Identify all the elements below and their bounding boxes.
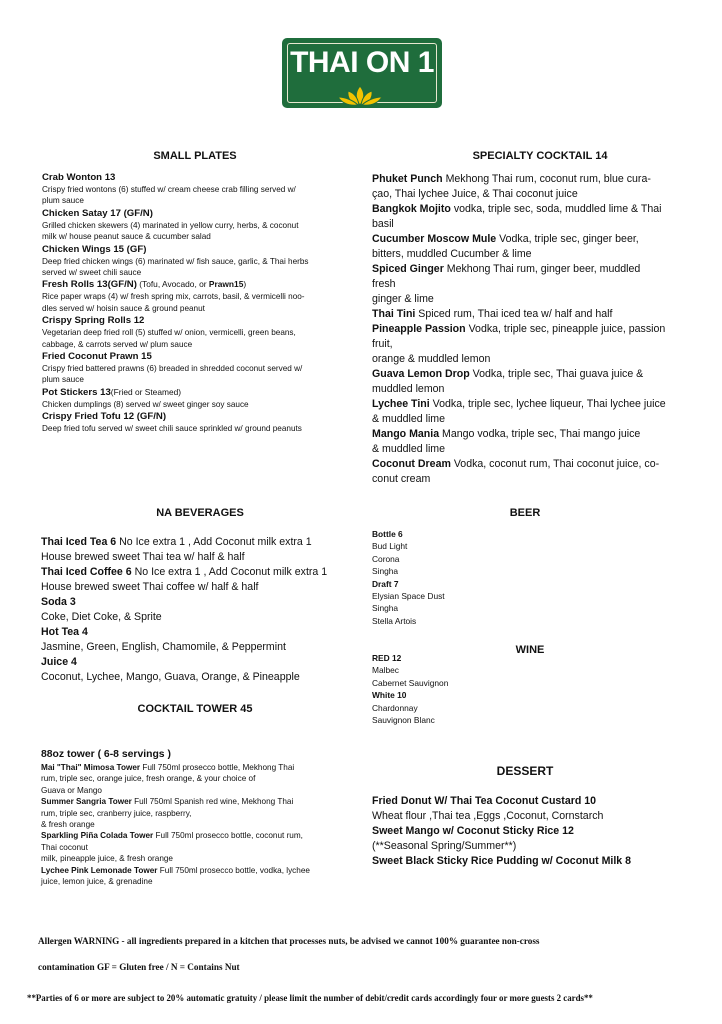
menu-line bbox=[372, 337, 692, 352]
menu-line bbox=[41, 670, 351, 685]
na-beverages-list bbox=[41, 535, 351, 685]
item-name: Chicken Satay 17 (GF/N) bbox=[42, 207, 153, 219]
dessert-title: DESSERT bbox=[496, 764, 554, 778]
item-name: Sweet Black Sticky Rice Pudding w/ Coconut Milk 8 bbox=[372, 855, 632, 867]
menu-item-name bbox=[42, 386, 352, 399]
menu-line bbox=[41, 819, 361, 830]
menu-line bbox=[372, 794, 702, 809]
item-description: Deep fried tofu served w/ sweet chili sauce sprinkled w/ ground peanuts bbox=[42, 424, 302, 434]
item-text: Spiced rum, Thai iced tea w/ half and half bbox=[415, 308, 613, 320]
item-description: Chicken dumplings (8) served w/ sweet ginger soy sauce bbox=[42, 399, 249, 409]
item-text: juice, lemon juice, & grenadine bbox=[41, 877, 153, 887]
menu-line bbox=[372, 664, 572, 676]
item-text: Vodka, triple sec, pineapple juice, passion bbox=[465, 323, 666, 335]
menu-line bbox=[372, 615, 572, 627]
menu-line bbox=[41, 830, 361, 841]
beer-title: BEER bbox=[509, 507, 541, 519]
item-name: Fried Coconut Prawn 15 bbox=[42, 351, 152, 363]
menu-line bbox=[41, 565, 351, 580]
item-text: orange & muddled lemon bbox=[372, 353, 491, 365]
item-name: White 10 bbox=[372, 690, 407, 701]
item-text: Cabernet Sauvignon bbox=[372, 677, 449, 688]
menu-line bbox=[372, 590, 572, 602]
menu-line bbox=[372, 652, 572, 664]
menu-item-name bbox=[42, 350, 352, 363]
item-text: Full 750ml prosecco bottle, Mekhong Thai bbox=[140, 763, 295, 772]
item-text: Mekhong Thai rum, coconut rum, blue cura- bbox=[442, 173, 651, 185]
item-text: Vodka, triple sec, lychee liqueur, Thai lychee juice bbox=[429, 398, 666, 410]
item-name: RED 12 bbox=[372, 653, 402, 663]
item-text: (**Seasonal Spring/Summer**) bbox=[372, 840, 517, 852]
menu-line bbox=[372, 397, 692, 412]
menu-line bbox=[372, 824, 702, 839]
item-description: Vegetarian deep fried roll (5) stuffed w/ onion, vermicelli, green beans, bbox=[42, 328, 296, 338]
item-name-extra: (Tofu, Avocado, or bbox=[136, 279, 209, 290]
menu-line bbox=[372, 472, 692, 487]
item-text: Chardonnay bbox=[372, 702, 418, 713]
item-description: served w/ sweet chili sauce bbox=[42, 268, 142, 278]
item-name: Sparkling Piña Colada Tower bbox=[41, 831, 154, 841]
item-name: Mango Mania bbox=[372, 428, 440, 440]
item-name: Juice 4 bbox=[41, 656, 77, 668]
cocktail-tower-title: COCKTAIL TOWER 45 bbox=[137, 703, 253, 715]
item-description: Rice paper wraps (4) w/ fresh spring mix, carrots, basil, & vermicelli noo- bbox=[42, 292, 305, 302]
item-text: Full 750ml Spanish red wine, Mekhong Thai bbox=[131, 797, 294, 807]
item-description: Crispy fried wontons (6) stuffed w/ cream cheese crab filling served w/ bbox=[42, 185, 296, 194]
item-description: plum sauce bbox=[42, 196, 84, 206]
specialty-cocktail-title: SPECIALTY COCKTAIL 14 bbox=[472, 150, 608, 162]
item-text: rum, triple sec, orange juice, fresh orange, & your choice of bbox=[41, 774, 256, 784]
item-text: Jasmine, Green, English, Chamomile, & Peppermint bbox=[41, 641, 286, 653]
menu-line bbox=[372, 427, 692, 442]
menu-line bbox=[372, 187, 692, 202]
menu-line bbox=[372, 540, 572, 552]
item-text: Stella Artois bbox=[372, 615, 417, 626]
menu-line bbox=[372, 382, 692, 397]
menu-line bbox=[372, 367, 692, 382]
item-text: Vodka, triple sec, Thai guava juice & bbox=[469, 368, 644, 380]
item-description: Crispy fried battered prawns (6) breaded in shredded coconut served w/ bbox=[42, 364, 303, 374]
menu-line bbox=[41, 640, 351, 655]
wine-list bbox=[372, 652, 572, 726]
menu-line bbox=[372, 292, 692, 307]
item-text: ginger & lime bbox=[372, 293, 434, 305]
item-text: muddled lemon bbox=[372, 383, 445, 395]
menu-line bbox=[41, 785, 361, 796]
menu-line bbox=[41, 762, 361, 773]
menu-line bbox=[372, 702, 572, 714]
item-name: Crispy Fried Tofu 12 (GF/N) bbox=[42, 411, 167, 423]
item-text: Thai coconut bbox=[41, 842, 88, 852]
menu-line bbox=[41, 865, 361, 876]
menu-line bbox=[372, 565, 572, 577]
item-description: plum sauce bbox=[42, 375, 84, 385]
item-description: milk w/ house peanut sauce & cucumber salad bbox=[42, 232, 211, 242]
menu-line bbox=[372, 232, 692, 247]
item-text: çao, Thai lychee Juice, & Thai coconut juice bbox=[372, 188, 578, 200]
item-text: Mekhong Thai rum, ginger beer, muddled bbox=[443, 263, 641, 275]
item-text: milk, pineapple juice, & fresh orange bbox=[41, 854, 173, 864]
item-text: Guava or Mango bbox=[41, 785, 102, 795]
item-text: Mango vodka, triple sec, Thai mango juice bbox=[439, 428, 641, 440]
item-name: Pot Stickers 13 bbox=[42, 386, 111, 398]
item-text: Singha bbox=[372, 566, 399, 577]
item-name: Thai Tini bbox=[372, 308, 416, 320]
menu-line bbox=[41, 808, 361, 819]
item-text: & fresh orange bbox=[41, 820, 95, 830]
menu-line bbox=[372, 442, 692, 457]
item-text: Sauvignon Blanc bbox=[372, 715, 435, 726]
item-text: Full 750ml prosecco bottle, vodka, lychee bbox=[157, 865, 310, 875]
item-name: Summer Sangria Tower bbox=[41, 797, 132, 807]
item-text: Singha bbox=[372, 603, 399, 614]
item-text: conut cream bbox=[372, 473, 431, 485]
item-text: Full 750ml prosecco bottle, coconut rum, bbox=[153, 831, 303, 841]
specialty-cocktail-list bbox=[372, 172, 692, 487]
menu-line bbox=[41, 625, 351, 640]
item-name: Fresh Rolls 13(GF/N) bbox=[42, 279, 137, 291]
menu-line bbox=[372, 277, 692, 292]
item-name: Thai Iced Tea 6 bbox=[41, 536, 117, 548]
item-text: Elysian Space Dust bbox=[372, 591, 445, 602]
menu-line bbox=[372, 322, 692, 337]
item-text: & muddled lime bbox=[372, 413, 446, 425]
item-name: Crab Wonton 13 bbox=[42, 172, 116, 183]
menu-line bbox=[372, 217, 692, 232]
menu-line bbox=[372, 262, 692, 277]
item-text: Coke, Diet Coke, & Sprite bbox=[41, 611, 162, 623]
menu-line bbox=[372, 528, 572, 540]
menu-line bbox=[41, 655, 351, 670]
menu-line bbox=[41, 595, 351, 610]
item-name: Cucumber Moscow Mule bbox=[372, 233, 497, 245]
small-plates-list bbox=[42, 171, 352, 435]
item-name-extra-bold: Prawn15 bbox=[208, 279, 244, 290]
item-text: No Ice extra 1 , Add Coconut milk extra 1 bbox=[116, 536, 312, 548]
menu-line bbox=[372, 172, 692, 187]
menu-line bbox=[372, 412, 692, 427]
beer-list bbox=[372, 528, 572, 627]
item-name: Sweet Mango w/ Coconut Sticky Rice 12 bbox=[372, 825, 574, 837]
item-text: bitters, muddled Cucumber & lime bbox=[372, 248, 532, 260]
menu-line bbox=[372, 809, 702, 824]
item-name: Bangkok Mojito bbox=[372, 203, 451, 215]
item-name: Thai Iced Coffee 6 bbox=[41, 566, 132, 578]
item-text: Coconut, Lychee, Mango, Guava, Orange, & Pineapple bbox=[41, 671, 300, 683]
menu-item-name bbox=[42, 278, 352, 291]
menu-line bbox=[41, 842, 361, 853]
menu-line bbox=[41, 853, 361, 864]
item-description: Grilled chicken skewers (4) marinated in yellow curry, herbs, & coconut bbox=[42, 220, 299, 230]
menu-line bbox=[41, 796, 361, 807]
menu-line bbox=[41, 535, 351, 550]
menu-line bbox=[372, 854, 702, 869]
item-name: Coconut Dream bbox=[372, 458, 451, 470]
item-name: Pineapple Passion bbox=[372, 323, 466, 335]
dessert-list bbox=[372, 794, 702, 869]
item-description: cabbage, & carrots served w/ plum sauce bbox=[42, 339, 193, 349]
item-name-extra-end: ) bbox=[243, 279, 247, 290]
allergen-warning-line-2: contamination GF = Gluten free / N = Contains Nut bbox=[38, 962, 240, 972]
item-name: Bottle 6 bbox=[372, 529, 403, 539]
menu-line bbox=[372, 689, 572, 701]
item-name: Draft 7 bbox=[372, 578, 399, 589]
item-name: Soda 3 bbox=[41, 596, 76, 608]
menu-line bbox=[372, 677, 572, 689]
item-text: Corona bbox=[372, 553, 400, 564]
menu-line bbox=[41, 610, 351, 625]
menu-item-name bbox=[42, 243, 352, 256]
item-name: Hot Tea 4 bbox=[41, 626, 88, 638]
menu-line bbox=[372, 839, 702, 854]
menu-item-name bbox=[42, 410, 352, 423]
menu-line bbox=[372, 202, 692, 217]
item-name: Mai "Thai" Mimosa Tower bbox=[41, 763, 141, 772]
item-text: Vodka, coconut rum, Thai coconut juice, co- bbox=[450, 458, 660, 470]
item-text: & muddled lime bbox=[372, 443, 446, 455]
menu-item-name bbox=[42, 207, 352, 220]
item-text: House brewed sweet Thai tea w/ half & half bbox=[41, 551, 245, 563]
menu-line bbox=[372, 247, 692, 262]
menu-line bbox=[372, 307, 692, 322]
item-name: Guava Lemon Drop bbox=[372, 368, 470, 380]
item-text: No Ice extra 1 , Add Coconut milk extra 1 bbox=[131, 566, 328, 578]
menu-line bbox=[41, 550, 351, 565]
item-description: dles served w/ hoisin sauce & ground peanut bbox=[42, 303, 205, 313]
menu-line bbox=[372, 457, 692, 472]
na-beverages-title: NA BEVERAGES bbox=[156, 507, 244, 519]
item-description: Deep fried chicken wings (6) marinated w/ fish sauce, garlic, & Thai herbs bbox=[42, 256, 309, 266]
item-text: fruit, bbox=[372, 338, 393, 350]
cocktail-tower-list bbox=[41, 762, 361, 887]
item-text: basil bbox=[372, 218, 394, 230]
menu-line bbox=[41, 876, 361, 887]
item-text: vodka, triple sec, soda, muddled lime & Thai bbox=[450, 203, 662, 215]
menu-line bbox=[372, 602, 572, 614]
menu-line bbox=[372, 714, 572, 726]
allergen-warning-line-1: Allergen WARNING - all ingredients prepared in a kitchen that processes nuts, be advised we cannot 100% guarantee non-cross bbox=[38, 936, 540, 946]
item-name-extra: (Fried or Steamed) bbox=[110, 386, 182, 397]
item-text: fresh bbox=[372, 278, 396, 290]
item-text: Bud Light bbox=[372, 541, 408, 552]
menu-item-name bbox=[42, 171, 352, 184]
menu-line bbox=[372, 352, 692, 367]
item-text: rum, triple sec, cranberry juice, raspberry, bbox=[41, 808, 192, 818]
menu-item-name bbox=[42, 314, 352, 327]
item-text: Wheat flour ,Thai tea ,Eggs ,Coconut, Cornstarch bbox=[372, 810, 604, 822]
item-name: Chicken Wings 15 (GF) bbox=[42, 243, 147, 255]
menu-line bbox=[41, 773, 361, 784]
logo-text: THAI ON 1 bbox=[290, 46, 434, 79]
menu-line bbox=[41, 580, 351, 595]
gratuity-notice: **Parties of 6 or more are subject to 20% automatic gratuity / please limit the number of debit/credit cards accordingly four or more guests 2 cards** bbox=[27, 993, 593, 1003]
small-plates-title: SMALL PLATES bbox=[153, 150, 237, 162]
item-name: Lychee Tini bbox=[372, 398, 430, 410]
item-name: Fried Donut W/ Thai Tea Coconut Custard 10 bbox=[372, 795, 597, 807]
item-text: Vodka, triple sec, ginger beer, bbox=[496, 233, 639, 245]
item-name: Phuket Punch bbox=[372, 173, 443, 185]
wine-title: WINE bbox=[515, 644, 545, 656]
item-name: Lychee Pink Lemonade Tower bbox=[41, 865, 158, 875]
item-text: House brewed sweet Thai coffee w/ half & half bbox=[41, 581, 259, 593]
menu-line bbox=[372, 553, 572, 565]
item-name: Crispy Spring Rolls 12 bbox=[42, 315, 145, 327]
cocktail-tower-intro: 88oz tower ( 6-8 servings ) bbox=[41, 749, 171, 760]
item-name: Spiced Ginger bbox=[372, 263, 444, 275]
lotus-icon bbox=[334, 84, 386, 106]
menu-line bbox=[372, 578, 572, 590]
item-text: Malbec bbox=[372, 665, 399, 676]
